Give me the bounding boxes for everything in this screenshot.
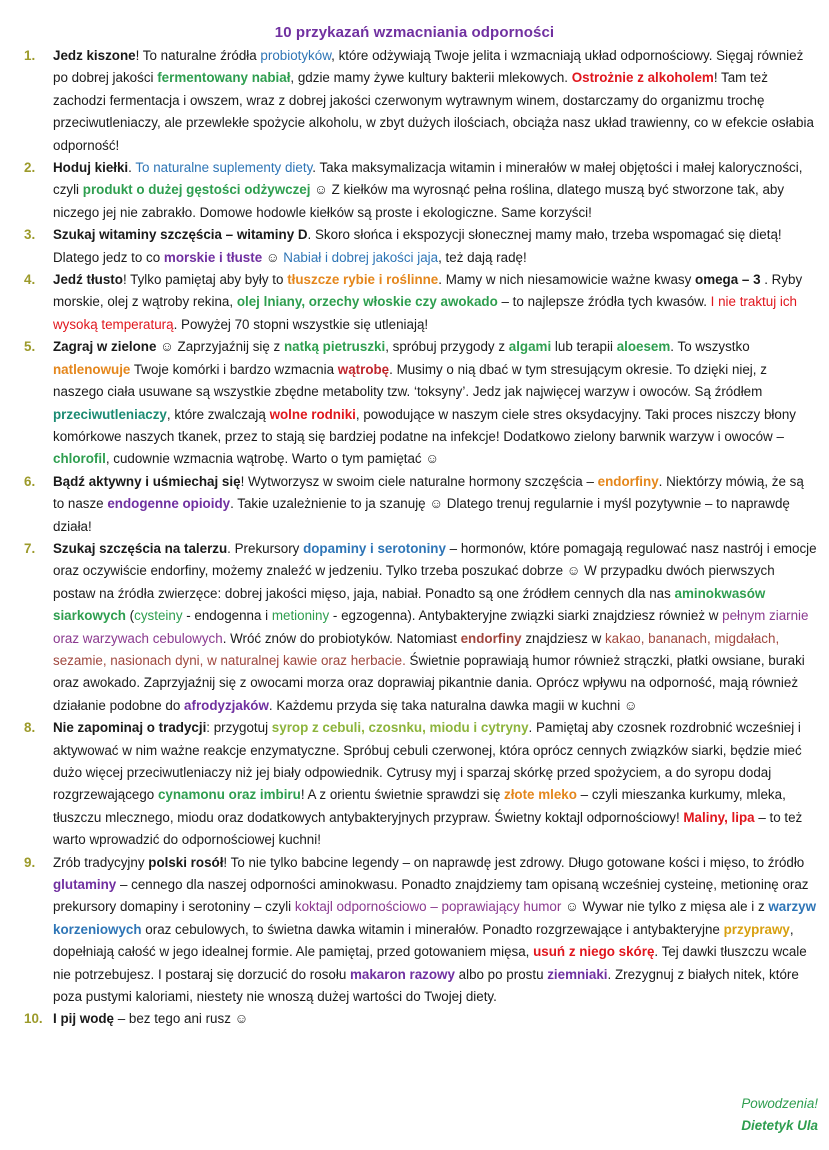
highlighted-text: Maliny, lipa	[683, 809, 755, 825]
highlighted-text: Nabiał i dobrej jakości jaja	[283, 249, 439, 265]
body-text: . Skoro słońca i ekspozycji słonecznej mamy mało, trzeba wspomagać się dietą! Dlatego jedz to co	[53, 227, 782, 265]
highlighted-text: przyprawy	[723, 921, 790, 937]
body-text: – to najlepsze źródła tych kwasów.	[497, 294, 711, 310]
body-text: . Niektórzy mówią, że są to nasze	[53, 473, 804, 512]
body-text: , powodujące w naszym ciele stres oksydacyjny. Taki proces niszczy błony komórkowe naszych tkanek, przez to stają się bardziej podatne na infekcje! Dodatkowo zielony barwnik warzyw i owoców –	[53, 406, 796, 444]
signature-author: Dietetyk Ula	[741, 1118, 818, 1133]
highlighted-text: probiotyków	[260, 48, 332, 63]
body-text: ☺ Wywar nie tylko z mięsa ale i z	[561, 899, 769, 915]
body-text: - endogenna i	[182, 608, 272, 624]
body-text: ☺ Z kiełków ma wyrosnąć pełna roślina, dlatego muszą być stworzone tak, aby niczego jej nie zabrakło. Domowe hodowle kiełków są proste i ekologiczne. Same korzyści!	[53, 182, 785, 220]
body-text: ! To nie tylko babcine legendy – on naprawdę jest zdrowy. Długo gotowane kości i mięso, to źródło	[223, 854, 805, 870]
body-text: . Taka maksymalizacja witamin i minerałów w małej objętości i małej kaloryczności, czyli	[53, 160, 803, 198]
highlighted-text: złote mleko	[504, 787, 577, 803]
list-item	[0, 336, 829, 470]
highlighted-text: koktajl odpornościowo – poprawiający humor	[294, 899, 562, 915]
commandments-list	[0, 45, 829, 1031]
highlighted-text: algami	[508, 339, 552, 355]
body-text: . Musimy o nią dbać w tym stresującym okresie. To dzięki niej, z naszego ciała usuwane są wszystkie zbędne metabolity tzw. ‘toksyny’. Jedz jak najwięcej warzyw i owoców. Są źródłem	[53, 361, 767, 400]
list-item	[0, 224, 829, 269]
highlighted-text: tłuszcze rybie i roślinne	[287, 272, 439, 288]
body-text: , spróbuj przygody z	[385, 339, 509, 355]
highlighted-text: glutaminy	[53, 877, 117, 893]
body-text: znajdziesz w	[521, 630, 605, 646]
body-text: ! Tylko pamiętaj aby były to	[122, 272, 288, 288]
highlighted-text: Jedź tłusto	[53, 272, 123, 288]
highlighted-text: wolne rodniki	[269, 406, 356, 422]
highlighted-text: natką pietruszki	[283, 339, 386, 355]
list-item	[0, 45, 829, 157]
highlighted-text: Bądź aktywny i uśmiechaj się	[53, 473, 241, 489]
highlighted-text: I pij wodę	[53, 1011, 115, 1027]
list-item	[0, 717, 829, 851]
body-text: Twoje komórki i bardzo wzmacnia	[130, 361, 338, 377]
item-number: 7.	[24, 540, 36, 556]
list-item	[0, 269, 829, 336]
highlighted-text: To naturalne suplementy diety	[135, 160, 313, 176]
highlighted-text: produkt o dużej gęstości odżywczej	[82, 182, 311, 198]
body-text: . Pamiętaj aby czosnek rozdrobnić wcześniej i aktywować w nim ważne reakcje enzymatyczne. Spróbuj cebuli czerwonej, która oprócz cennych związków siarki, będzie mieć dużo więcej przeciwutleniaczy niż jej biały odpowiednik. Cytrusy myj i sparzaj skórkę przed spożyciem, a do syropu dodaj rozgrzewającego	[53, 720, 802, 803]
item-number: 4.	[24, 272, 36, 288]
highlighted-text: Hoduj kiełki	[53, 160, 129, 176]
highlighted-text: cynamonu oraz imbiru	[157, 787, 301, 803]
highlighted-text: przeciwutleniaczy	[53, 406, 167, 422]
body-text: – cennego dla naszej odporności aminokwasu. Ponadto znajdziemy tam opisaną wcześniej cysteinę, metioninę oraz prekursory domapiny i serotoniny – czyli	[53, 877, 809, 915]
list-item	[0, 157, 829, 224]
signature-greeting: Powodzenia!	[741, 1096, 818, 1111]
highlighted-text: omega – 3	[695, 272, 761, 288]
item-number: 8.	[24, 720, 36, 736]
body-text: ☺ Zaprzyjaźnij się z	[156, 339, 284, 355]
highlighted-text: Szukaj szczęścia na talerzu	[53, 540, 228, 556]
highlighted-text: makaron razowy	[349, 966, 455, 982]
highlighted-text: aloesem	[616, 339, 671, 355]
highlighted-text: morskie i tłuste	[163, 249, 263, 265]
body-text: ! A z orientu świetnie sprawdzi się	[300, 787, 504, 803]
item-number: 9.	[24, 854, 36, 870]
body-text: (	[125, 608, 135, 624]
highlighted-text: metioniny	[271, 608, 330, 624]
highlighted-text: syrop z cebuli, czosnku, miodu i cytryny	[271, 720, 529, 736]
highlighted-text: dopaminy i serotoniny	[303, 540, 446, 556]
highlighted-text: wątrobę	[337, 361, 390, 377]
body-text: .	[128, 160, 136, 176]
body-text: ! Wytworzysz w swoim ciele naturalne hormony szczęścia –	[240, 473, 598, 489]
highlighted-text: Zagraj w zielone	[53, 339, 157, 355]
item-number: 1.	[24, 48, 36, 63]
body-text: albo po prostu	[454, 966, 548, 982]
highlighted-text: pełnym ziarnie oraz warzywach cebulowych	[53, 608, 809, 646]
highlighted-text: Nie zapominaj o tradycji	[53, 720, 207, 736]
body-text: lub terapii	[551, 339, 617, 355]
body-text: . Mamy w nich niesamowicie ważne kwasy	[438, 272, 696, 288]
list-item	[0, 538, 829, 717]
highlighted-text: polski rosół	[148, 854, 224, 870]
item-number: 6.	[24, 473, 36, 489]
body-text: , też dają radę!	[438, 249, 527, 265]
body-text: : przygotuj	[206, 720, 272, 736]
highlighted-text: natlenowuje	[53, 361, 131, 377]
body-text: - egzogenna). Antybakteryjne związki siarki znajdziesz również w	[329, 608, 723, 624]
highlighted-text: ziemniaki	[547, 966, 608, 982]
body-text: , gdzie mamy żywe kultury bakterii mlekowych.	[290, 70, 572, 86]
highlighted-text: fermentowany nabiał	[157, 70, 291, 86]
highlighted-text: Ostrożnie z alkoholem	[571, 70, 714, 86]
highlighted-text: I nie traktuj ich wysoką temperaturą	[53, 294, 798, 332]
page-title: 10 przykazań wzmacniania odporności	[274, 24, 555, 41]
body-text: ! Tam też zachodzi fermentacja i owszem, wraz z dobrej jakości czerwonym wytrawnym winem, dostarczamy do organizmu trochę przeciwutleniaczy, ale przewlekłe spożycie alkoholu, w zbyt dużych ilościach, obciąża nasz układ trawienny, co w efekcie osłabia odporność!	[53, 70, 814, 153]
list-item	[0, 471, 829, 538]
item-number: 3.	[24, 227, 36, 243]
highlighted-text: endorfiny	[460, 630, 522, 646]
body-text: . Zrezygnuj z białych nitek, które poza pustymi kaloriami, niestety nie wnoszą dużej wartości do Twojej diety.	[53, 966, 799, 1005]
highlighted-text: kakao, bananach, migdałach, sezamie, nasionach dyni, w naturalnej kawie oraz herbacie.	[53, 630, 780, 668]
body-text: – to też warto wprowadzić do odpornościowej kuchni!	[53, 809, 803, 848]
body-text: . Wróć znów do probiotyków. Natomiast	[222, 630, 461, 646]
body-text: . Ryby morskie, olej z wątroby rekina,	[53, 272, 803, 310]
body-text: . Tej dawki tłuszczu wcale nie potrzebujesz. I postaraj się dorzucić do rosołu	[53, 944, 807, 982]
highlighted-text: usuń z niego skórę	[533, 944, 655, 960]
body-text: oraz cebulowych, to świetna dawka witamin i minerałów. Ponadto rozgrzewające i antybakteryjne	[141, 921, 724, 937]
item-number: 10.	[24, 1011, 43, 1027]
body-text: . Każdemu przyda się taka naturalna dawka magii w kuchni ☺	[268, 697, 638, 713]
body-text: . Takie uzależnienie to ja szanuję ☺ Dlatego trenuj regularnie i myśl pozytywnie – to naprawdę działa!	[53, 496, 790, 534]
highlighted-text: olej lniany, orzechy włoskie czy awokado	[236, 294, 498, 310]
list-item	[0, 852, 829, 1009]
body-text: , dopełniają całość w jego idealnej formie. Ale pamiętaj, przed gotowaniem mięsa,	[53, 921, 794, 960]
highlighted-text: afrodyzjaków	[184, 697, 269, 713]
body-text: , cudownie wzmacnia wątrobę. Warto o tym pamiętać ☺	[105, 451, 440, 467]
body-text: . Powyżej 70 stopni wszystkie się utleniają!	[173, 316, 429, 332]
highlighted-text: Szukaj witaminy szczęścia – witaminy D	[53, 227, 308, 243]
body-text: ! To naturalne źródła	[135, 48, 261, 63]
item-number: 2.	[24, 160, 36, 176]
body-text: , które odżywiają Twoje jelita i wzmacniają układ odpornościowy. Sięgaj również po dobrej jakości	[53, 48, 804, 86]
highlighted-text: warzyw korzeniowych	[53, 899, 817, 937]
highlighted-text: cysteiny	[134, 608, 183, 624]
body-text: – bez tego ani rusz ☺	[114, 1011, 249, 1027]
body-text: . To wszystko	[670, 339, 750, 355]
body-text: Zrób tradycyjny	[53, 854, 149, 870]
highlighted-text: aminokwasów siarkowych	[53, 585, 766, 624]
body-text: – hormonów, które pomagają regulować nasz nastrój i emocje oraz oczywiście endorfiny, możemy znaleźć w jedzeniu. Tylko trzeba poszukać dobrze ☺ W przypadku dwóch pierwszych postaw na źródła zwierzęce: dobrej jakości mięso, jaja, nabiał. Ponadto są one źródłem cennych dla nas	[53, 540, 817, 601]
highlighted-text: endogenne opioidy	[107, 496, 231, 512]
body-text: – czyli mieszanka kurkumy, mleka, tłuszczu mlecznego, miodu oraz dodatkowych antybakteryjnych przypraw. Świetny koktajl odpornościowy!	[53, 787, 786, 825]
highlighted-text: chlorofil	[53, 451, 106, 467]
body-text: . Prekursory	[227, 540, 304, 556]
highlighted-text: Jedz kiszone	[53, 48, 136, 63]
body-text: , które zwalczają	[166, 406, 270, 422]
highlighted-text: endorfiny	[597, 473, 659, 489]
body-text: ☺	[262, 249, 284, 265]
list-item	[0, 1008, 829, 1030]
body-text: Świetnie poprawiają humor również strączki, płatki owsiane, buraki oraz awokado. Zaprzyjaźnij się z owocami morza oraz doprawiaj pikantnie dania. Oprócz wpływu na odporność, mają również działanie podobne do	[53, 652, 805, 713]
item-number: 5.	[24, 339, 36, 355]
